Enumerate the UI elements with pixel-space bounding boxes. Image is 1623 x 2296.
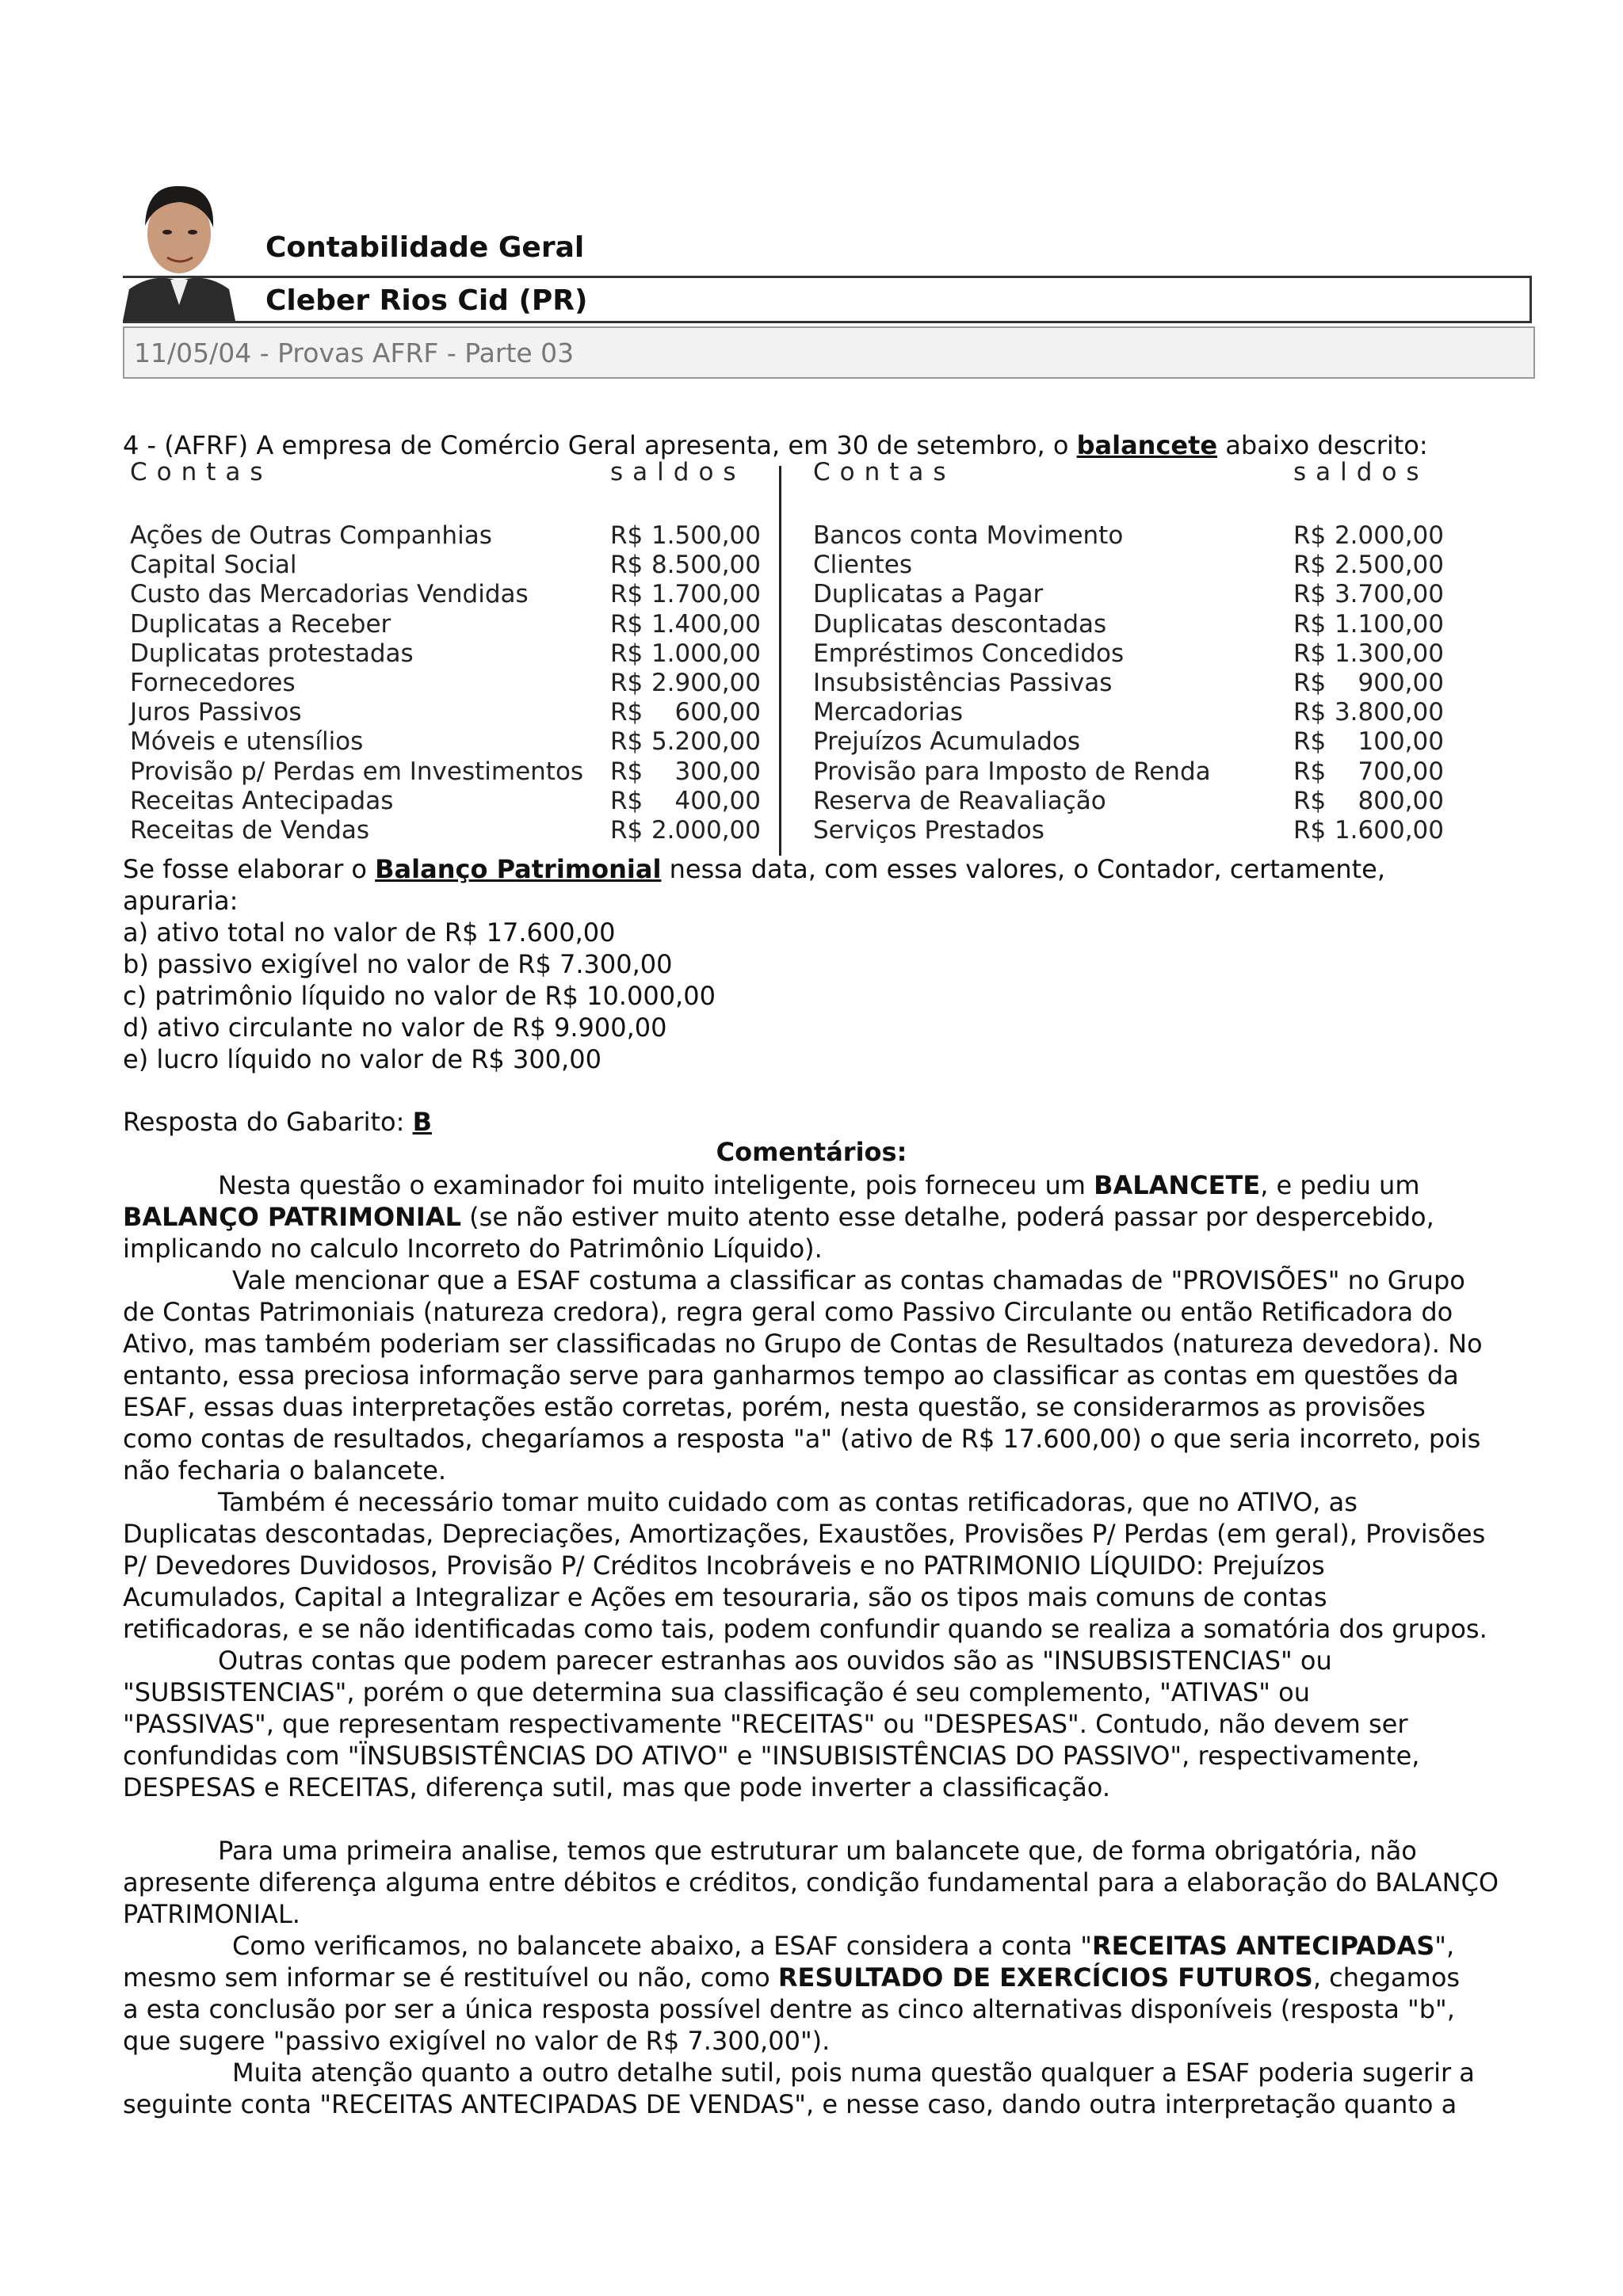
balance-amount: 700,00 bbox=[1358, 757, 1444, 786]
p3-line: P/ Devedores Duvidosos, Provisão P/ Créditos Incobráveis e no PATRIMONIO LÍQUIDO: Prejuízos bbox=[123, 1550, 1325, 1581]
currency-symbol: R$ bbox=[1293, 786, 1327, 815]
p2-line: ESAF, essas duas interpretações estão corretas, porém, nesta questão, se considerarmos as provisões bbox=[123, 1392, 1426, 1422]
p4-line: confundidas com "ÏNSUBSISTÊNCIAS DO ATIVO" e "INSUBISISTÊNCIAS DO PASSIVO", respectivamente, bbox=[123, 1741, 1420, 1771]
account-name: Custo das Mercadorias Vendidas bbox=[130, 580, 529, 609]
account-name: Provisão para Imposto de Renda bbox=[813, 757, 1211, 786]
ask-link-balanco[interactable]: Balanço Patrimonial bbox=[375, 854, 662, 884]
balance-amount: 1.300,00 bbox=[1334, 639, 1444, 668]
p2-line: não fecharia o balancete. bbox=[123, 1455, 447, 1486]
balance-amount: 1.400,00 bbox=[651, 609, 761, 639]
currency-symbol: R$ bbox=[1293, 609, 1327, 639]
balance-amount: 1.000,00 bbox=[651, 639, 761, 668]
currency-symbol: R$ bbox=[610, 698, 643, 727]
intro-link-balancete[interactable]: balancete bbox=[1076, 430, 1218, 460]
balance-amount: 400,00 bbox=[674, 786, 761, 815]
balance-amount: 100,00 bbox=[1358, 727, 1444, 757]
p2-line: como contas de resultados, chegaríamos a resposta "a" (ativo de R$ 17.600,00) o que seria incorreto, pois bbox=[123, 1424, 1481, 1454]
account-name: Juros Passivos bbox=[130, 698, 302, 727]
balance-amount: 800,00 bbox=[1358, 786, 1444, 815]
p3-text: Também é necessário tomar muito cuidado com as contas retificadoras, que no ATIVO, as bbox=[218, 1487, 1358, 1517]
balance-amount: 3.800,00 bbox=[1334, 698, 1444, 727]
account-name: Provisão p/ Perdas em Investimentos bbox=[130, 757, 584, 786]
p1-text-c: , e pediu um bbox=[1260, 1170, 1420, 1200]
p4-line bbox=[123, 1645, 1332, 1676]
comments-heading: Comentários: bbox=[716, 1137, 907, 1167]
balance-amount: 300,00 bbox=[674, 757, 761, 786]
p1-bold-balanco: BALANÇO PATRIMONIAL bbox=[123, 1202, 461, 1232]
account-name: Empréstimos Concedidos bbox=[813, 639, 1125, 668]
p2-line: Ativo, mas também poderiam ser classificadas no Grupo de Contas de Resultados (natureza devedora). No bbox=[123, 1329, 1483, 1359]
currency-symbol: R$ bbox=[1293, 816, 1327, 845]
p2-line: entanto, essa preciosa informação serve para ganharmos tempo ao classificar as contas em questões da bbox=[123, 1360, 1459, 1390]
currency-symbol: R$ bbox=[1293, 669, 1327, 697]
p4-line: DESPESAS e RECEITAS, diferença sutil, mas que pode inverter a classificação. bbox=[123, 1772, 1110, 1802]
account-name: Móveis e utensílios bbox=[130, 727, 364, 757]
date-line: 11/05/04 - Provas AFRF - Parte 03 bbox=[134, 338, 575, 368]
currency-symbol: R$ bbox=[1293, 551, 1327, 580]
intro-prefix: 4 - (AFRF) A empresa de Comércio Geral apresenta, em 30 de setembro, o bbox=[123, 430, 1077, 460]
account-name: Ações de Outras Companhias bbox=[130, 521, 492, 550]
p1-text-a: Nesta questão o examinador foi muito inteligente, pois forneceu um bbox=[218, 1170, 1094, 1200]
p1-line2 bbox=[123, 1201, 1434, 1233]
balance-amount: 1.100,00 bbox=[1334, 609, 1444, 639]
question-prompt bbox=[123, 853, 1385, 885]
balance-amount: 2.500,00 bbox=[1334, 551, 1444, 580]
p3-line: retificadoras, e se não identificadas como tais, podem confundir quando se realiza a somatória dos grupos. bbox=[123, 1614, 1487, 1644]
account-name: Serviços Prestados bbox=[813, 816, 1044, 845]
balance-amount: 8.500,00 bbox=[651, 551, 761, 580]
balance-amount: 1.600,00 bbox=[1334, 816, 1444, 845]
currency-symbol: R$ bbox=[1293, 521, 1327, 550]
answer-value[interactable]: B bbox=[412, 1107, 432, 1137]
col-head-accounts-left: Contas bbox=[130, 458, 273, 486]
account-name: Clientes bbox=[813, 551, 912, 580]
p3-line bbox=[123, 1486, 1358, 1518]
balance-amount: 2.900,00 bbox=[651, 669, 761, 697]
p6-line2 bbox=[123, 1962, 1460, 1993]
currency-symbol: R$ bbox=[1293, 580, 1327, 609]
currency-symbol: R$ bbox=[610, 521, 643, 550]
account-name: Duplicatas a Pagar bbox=[813, 580, 1044, 609]
currency-symbol: R$ bbox=[610, 727, 643, 757]
currency-symbol: R$ bbox=[1293, 639, 1327, 668]
balance-amount: 1.700,00 bbox=[651, 580, 761, 609]
p1-text-b: (se não estiver muito atento esse detalhe, poderá passar por despercebido, bbox=[460, 1202, 1434, 1232]
table-divider bbox=[779, 466, 781, 856]
answer-line bbox=[123, 1106, 432, 1138]
currency-symbol: R$ bbox=[610, 786, 643, 815]
balance-amount: 1.500,00 bbox=[651, 521, 761, 550]
p1-bold-balancete: BALANCETE bbox=[1094, 1170, 1261, 1200]
account-name: Reserva de Reavaliação bbox=[813, 786, 1106, 815]
p5-text: Para uma primeira analise, temos que estruturar um balancete que, de forma obrigatória, não bbox=[218, 1836, 1417, 1866]
col-head-balances-left: saldos bbox=[610, 458, 746, 486]
account-name: Insubsistências Passivas bbox=[813, 669, 1113, 697]
currency-symbol: R$ bbox=[610, 639, 643, 668]
p7-text: Muita atenção quanto a outro detalhe sutil, pois numa questão qualquer a ESAF poderia sugerir a bbox=[232, 2058, 1475, 2088]
account-name: Duplicatas descontadas bbox=[813, 609, 1107, 639]
p4-line: "SUBSISTENCIAS", porém o que determina sua classificação é seu complemento, "ATIVAS" ou bbox=[123, 1677, 1310, 1707]
balancete-table bbox=[127, 458, 1458, 854]
currency-symbol: R$ bbox=[610, 609, 643, 639]
p6-text-2a: mesmo sem informar se é restituível ou não, como bbox=[123, 1962, 778, 1993]
currency-symbol: R$ bbox=[610, 816, 643, 845]
p1-line3: implicando no calculo Incorreto do Patrimônio Líquido). bbox=[123, 1234, 823, 1264]
col-head-balances-right: saldos bbox=[1293, 458, 1429, 486]
account-name: Receitas Antecipadas bbox=[130, 786, 394, 815]
currency-symbol: R$ bbox=[610, 669, 643, 697]
question-intro bbox=[123, 429, 1428, 461]
currency-symbol: R$ bbox=[610, 757, 643, 786]
p2-line bbox=[123, 1264, 1465, 1296]
account-name: Fornecedores bbox=[130, 669, 296, 697]
balance-amount: 3.700,00 bbox=[1334, 580, 1444, 609]
p6-line1 bbox=[123, 1930, 1454, 1962]
account-name: Prejuízos Acumulados bbox=[813, 727, 1081, 757]
account-name: Receitas de Vendas bbox=[130, 816, 370, 845]
balance-amount: 2.000,00 bbox=[651, 816, 761, 845]
currency-symbol: R$ bbox=[1293, 698, 1327, 727]
account-name: Duplicatas protestadas bbox=[130, 639, 414, 668]
p5-line bbox=[123, 1835, 1417, 1867]
currency-symbol: R$ bbox=[1293, 727, 1327, 757]
answer-label: Resposta do Gabarito: bbox=[123, 1107, 413, 1137]
balance-amount: 600,00 bbox=[674, 698, 761, 727]
p6-line4: que sugere "passivo exigível no valor de R$ 7.300,00"). bbox=[123, 2026, 831, 2056]
currency-symbol: R$ bbox=[610, 551, 643, 580]
p4-line: "PASSIVAS", que representam respectivamente "RECEITAS" ou "DESPESAS". Contudo, não devem ser bbox=[123, 1709, 1408, 1739]
balance-amount: 900,00 bbox=[1358, 669, 1444, 697]
p3-line: Duplicatas descontadas, Depreciações, Amortizações, Exaustões, Provisões P/ Perdas (em geral), Provisões bbox=[123, 1519, 1486, 1549]
p1-line1 bbox=[123, 1169, 1420, 1201]
p2-text: Vale mencionar que a ESAF costuma a classificar as contas chamadas de "PROVISÕES" no Grupo bbox=[232, 1265, 1465, 1295]
option-c: c) patrimônio líquido no valor de R$ 10.000,00 bbox=[123, 981, 716, 1011]
option-a: a) ativo total no valor de R$ 17.600,00 bbox=[123, 917, 616, 948]
p6-bold-receitas: RECEITAS ANTECIPADAS bbox=[1091, 1931, 1435, 1961]
ask-suffix: nessa data, com esses valores, o Contador, certamente, bbox=[661, 854, 1386, 884]
currency-symbol: R$ bbox=[610, 580, 643, 609]
account-name: Mercadorias bbox=[813, 698, 964, 727]
p6-line3: a esta conclusão por ser a única resposta possível dentre as cinco alternativas disponíveis (resposta "b", bbox=[123, 1994, 1455, 2024]
p6-bold-resultado: RESULTADO DE EXERCÍCIOS FUTUROS bbox=[777, 1962, 1313, 1993]
p2-line: de Contas Patrimoniais (natureza credora), regra geral como Passivo Circulante ou então Retificadora do bbox=[123, 1297, 1453, 1327]
author-name: Cleber Rios Cid (PR) bbox=[265, 284, 588, 317]
account-name: Bancos conta Movimento bbox=[813, 521, 1124, 550]
intro-suffix: abaixo descrito: bbox=[1217, 430, 1428, 460]
author-box bbox=[123, 276, 1532, 323]
option-e: e) lucro líquido no valor de R$ 300,00 bbox=[123, 1044, 601, 1074]
p3-line: Acumulados, Capital a Integralizar e Ações em tesouraria, são os tipos mais comuns de contas bbox=[123, 1582, 1327, 1612]
course-title: Contabilidade Geral bbox=[265, 231, 585, 264]
account-name: Capital Social bbox=[130, 551, 297, 580]
p6-text-2c: , chegamos bbox=[1312, 1962, 1461, 1993]
p4-text: Outras contas que podem parecer estranhas aos ouvidos são as "INSUBSISTENCIAS" ou bbox=[218, 1646, 1332, 1676]
p7-line bbox=[123, 2057, 1475, 2088]
question-prompt-line2: apuraria: bbox=[123, 886, 239, 916]
option-d: d) ativo circulante no valor de R$ 9.900,00 bbox=[123, 1013, 667, 1043]
balance-amount: 5.200,00 bbox=[651, 727, 761, 757]
account-name: Duplicatas a Receber bbox=[130, 609, 391, 639]
p6-text-c: ", bbox=[1434, 1931, 1455, 1961]
balance-amount: 2.000,00 bbox=[1334, 521, 1444, 550]
date-box bbox=[123, 326, 1535, 379]
ask-prefix: Se fosse elaborar o bbox=[123, 854, 376, 884]
col-head-accounts-right: Contas bbox=[813, 458, 956, 486]
p5-line: apresente diferença alguma entre débitos e créditos, condição fundamental para a elaboração do BALANÇO bbox=[123, 1867, 1499, 1897]
p6-text-a: Como verificamos, no balancete abaixo, a ESAF considera a conta " bbox=[232, 1931, 1092, 1961]
p7-line: seguinte conta "RECEITAS ANTECIPADAS DE VENDAS", e nesse caso, dando outra interpretação quanto a bbox=[123, 2089, 1457, 2119]
p5-line: PATRIMONIAL. bbox=[123, 1899, 300, 1929]
option-b: b) passivo exigível no valor de R$ 7.300,00 bbox=[123, 949, 673, 979]
currency-symbol: R$ bbox=[1293, 757, 1327, 786]
